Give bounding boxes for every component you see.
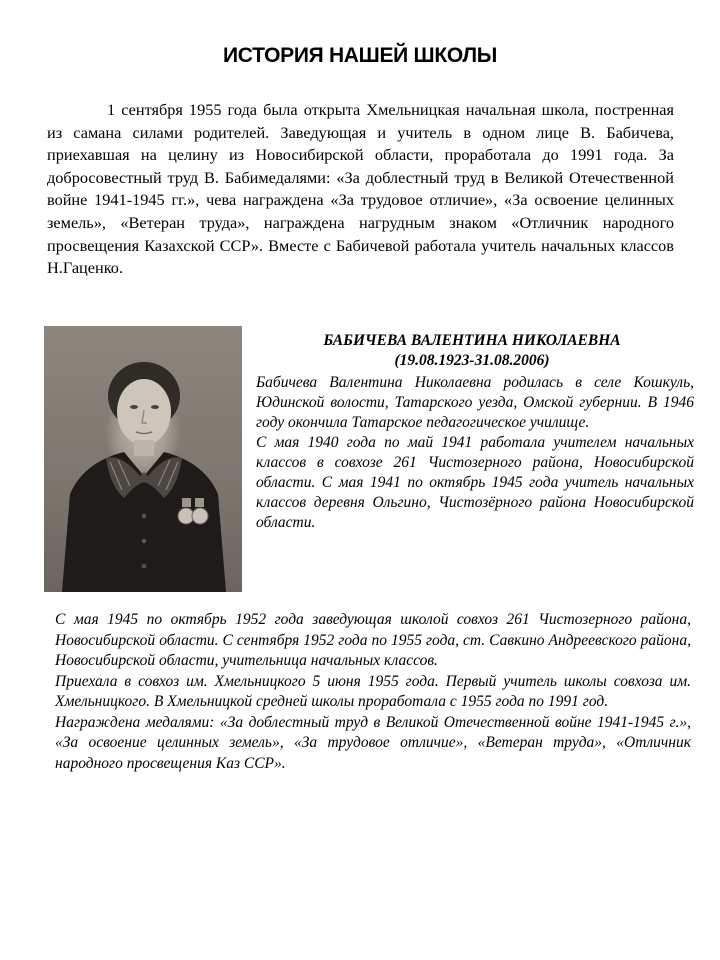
bio-paragraph: С мая 1940 года по май 1941 работала учителем начальных классов в совхозе 261 Чистозерного района, Новосибирской области. С мая 1941 по октябрь 1945 года учитель начальных классов деревня Ольгино, Чистозёрного района Новосибирской области.: [256, 434, 694, 531]
bio-paragraph: Приехала в совхоз им. Хмельницкого 5 июня 1955 года. Первый учитель школы совхоза им. Хмельницкого. В Хмельницкой средней школы проработала с 1955 года по 1991 год.: [55, 672, 691, 710]
bio-side-text: [256, 373, 694, 533]
bio-heading: [256, 331, 688, 371]
bio-paragraph: С мая 1945 по октябрь 1952 года заведующая школой совхоз 261 Чистозерного района, Новосибирской области. С сентября 1952 года по 1955 года, ст. Савкино Андреевского района, Новосибирской области, учительница начальных классов.: [55, 611, 691, 669]
bio-full-text: [55, 610, 691, 774]
bio-paragraph: Бабичева Валентина Николаевна родилась в селе Кошкуль, Юдинской волости, Татарского уезда, Омской губернии. В 1946 году окончила Татарское педагогическое училище.: [256, 374, 694, 431]
portrait-photo-icon: [44, 326, 242, 592]
page-title: ИСТОРИЯ НАШЕЙ ШКОЛЫ: [222, 44, 498, 67]
bio-dates: (19.08.1923-31.08.2006): [394, 352, 550, 369]
bio-paragraph: Награждена медалями: «За доблестный труд в Великой Отечественной войне 1941-1945 г.», «За освоение целинных земель», «За трудовое отличие», «Ветеран труда», «Отличник народного просвещения Каз ССР».: [55, 713, 691, 772]
portrait-photo: [44, 326, 242, 592]
bio-name: БАБИЧЕВА ВАЛЕНТИНА НИКОЛАЕВНА: [323, 332, 621, 349]
intro-paragraph: 1 сентября 1955 года была открыта Хмельницкая начальная школа, постренная из самана силами родителей. Заведующая и учитель в одном лице В. Бабичева, приехавшая на целину из Новосибирской области, проработала до 1991 года. За добросовестный труд В. Бабимедалями: «За доблестный труд в Великой Отечественной войне 1941-1945 гг.», чева награждена «За трудовое отличие», «За освоение целинных земель», «Ветеран труда», награждена нагрудным знаком «Отличник народного просвещения Казахской ССР». Вместе с Бабичевой работала учитель начальных классов Н.Гаценко.: [47, 100, 674, 278]
